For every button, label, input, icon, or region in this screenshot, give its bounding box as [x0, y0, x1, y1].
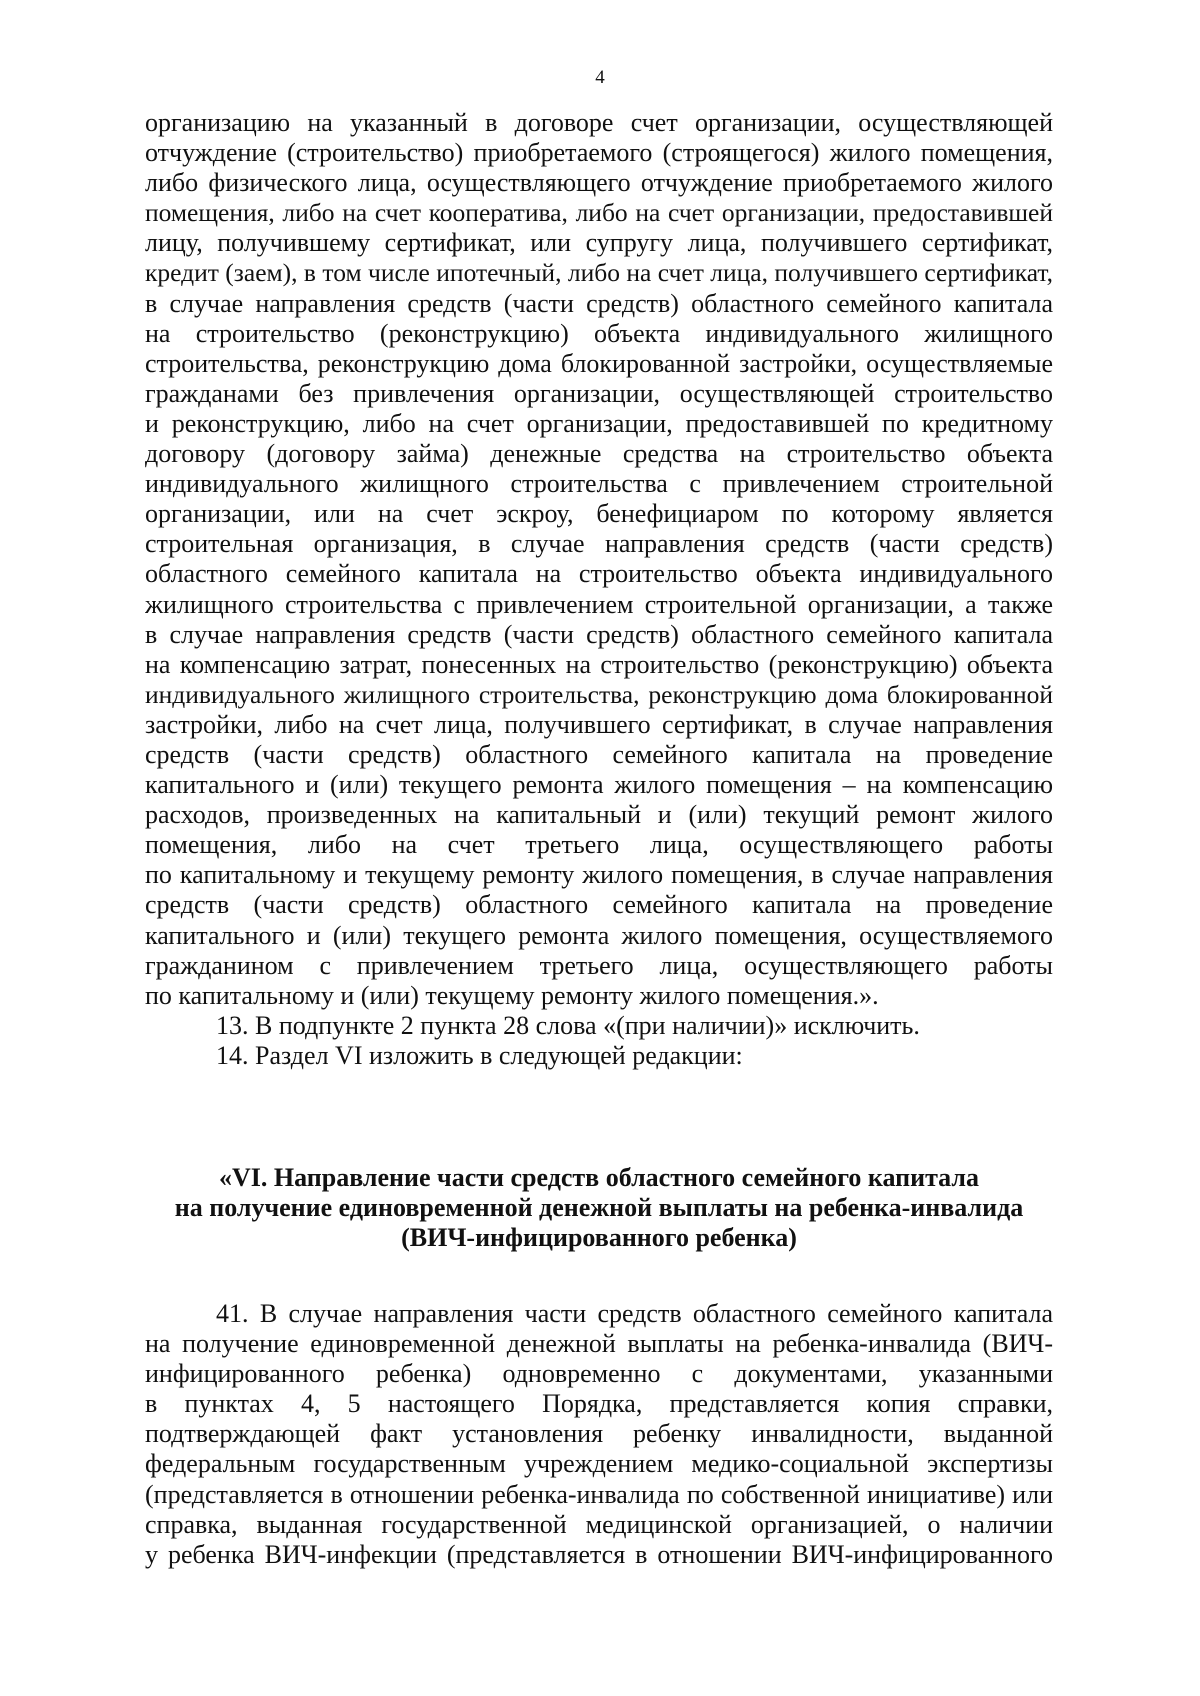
text-line: подтверждающей факт установления ребенку инвалидности, выданной [145, 1419, 1053, 1449]
heading-line: «VI. Направление части средств областного семейного капитала [219, 1163, 979, 1192]
text-line: индивидуального жилищного строительства, реконструкцию дома блокированной [145, 679, 1053, 709]
text-line: федеральным государственным учреждением медико-социальной экспертизы [145, 1449, 1053, 1479]
paragraph-41-first-line: 41. В случае направления части средств областного семейного капитала [216, 1299, 1053, 1328]
text-line: капитального и (или) текущего ремонта жилого помещения – на компенсацию [145, 770, 1053, 800]
text-line: средств (части средств) областного семейного капитала на проведение [145, 739, 1053, 769]
text-line: (представляется в отношении ребенка-инвалида по собственной инициативе) или [145, 1479, 1053, 1509]
page-number: 4 [595, 67, 605, 88]
text-line: либо физического лица, осуществляющего отчуждение приобретаемого жилого [145, 168, 1053, 198]
text-line: справка, выданная государственной медицинской организацией, о наличии [145, 1509, 1053, 1539]
text-line: по капитальному и (или) текущему ремонту жилого помещения.». [145, 980, 879, 1010]
text-line: капитального и (или) текущего ремонта жилого помещения, осуществляемого [145, 920, 1053, 950]
text-line: по капитальному и текущему ремонту жилого помещения, в случае направления [145, 860, 1053, 890]
paragraph-13: 13. В подпункте 2 пункта 28 слова «(при наличии)» исключить. [216, 1010, 920, 1040]
text-line: расходов, произведенных на капитальный и (или) текущий ремонт жилого [145, 800, 1053, 830]
text-line: организацию на указанный в договоре счет организации, осуществляющей [145, 108, 1053, 137]
text-line: на строительство (реконструкцию) объекта индивидуального жилищного [145, 318, 1053, 348]
text-line: жилищного строительства с привлечением строительной организации, а также [145, 589, 1053, 619]
text-line: кредит (заем), в том числе ипотечный, либо на счет лица, получившего сертификат, [145, 258, 1053, 288]
text-line: договору (договору займа) денежные средства на строительство объекта [145, 439, 1053, 469]
body-text-block-1 [145, 108, 1053, 1071]
paragraph-14: 14. Раздел VI изложить в следующей редакции: [216, 1040, 743, 1070]
heading-line: (ВИЧ-инфицированного ребенка) [401, 1223, 797, 1253]
text-line: организации, или на счет эскроу, бенефициаром по которому является [145, 499, 1053, 529]
text-line: помещения, либо на счет кооператива, либо на счет организации, предоставившей [145, 198, 1053, 228]
text-line: отчуждение (строительство) приобретаемого (строящегося) жилого помещения, [145, 138, 1053, 168]
text-line: в пунктах 4, 5 настоящего Порядка, представляется копия справки, [145, 1389, 1053, 1419]
text-line: областного семейного капитала на строительство объекта индивидуального [145, 559, 1053, 589]
heading-line: на получение единовременной денежной выплаты на ребенка-инвалида [174, 1193, 1024, 1223]
body-text-block-2 [145, 1299, 1053, 1570]
text-line: на компенсацию затрат, понесенных на строительство (реконструкцию) объекта [145, 649, 1053, 679]
text-line: у ребенка ВИЧ-инфекции (представляется в отношении ВИЧ-инфицированного [145, 1539, 1053, 1569]
text-line: на получение единовременной денежной выплаты на ребенка-инвалида (ВИЧ- [145, 1329, 1053, 1359]
text-line: строительства, реконструкцию дома блокированной застройки, осуществляемые [145, 348, 1053, 378]
text-line: в случае направления средств (части средств) областного семейного капитала [145, 288, 1053, 318]
text-line: лицу, получившему сертификат, или супругу лица, получившего сертификат, [145, 228, 1053, 258]
text-line: индивидуального жилищного строительства с привлечением строительной [145, 469, 1053, 499]
text-line: средств (части средств) областного семейного капитала на проведение [145, 890, 1053, 920]
text-line: строительная организация, в случае направления средств (части средств) [145, 529, 1053, 559]
text-line: помещения, либо на счет третьего лица, осуществляющего работы [145, 830, 1053, 860]
text-line: и реконструкцию, либо на счет организации, предоставившей по кредитному [145, 408, 1053, 438]
text-line: гражданами без привлечения организации, осуществляющей строительство [145, 378, 1053, 408]
text-line: застройки, либо на счет лица, получившего сертификат, в случае направления [145, 709, 1053, 739]
text-line: в случае направления средств (части средств) областного семейного капитала [145, 619, 1053, 649]
text-line: инфицированного ребенка) одновременно с документами, указанными [145, 1359, 1053, 1389]
section-heading [145, 1163, 1053, 1253]
text-line: гражданином с привлечением третьего лица, осуществляющего работы [145, 950, 1053, 980]
